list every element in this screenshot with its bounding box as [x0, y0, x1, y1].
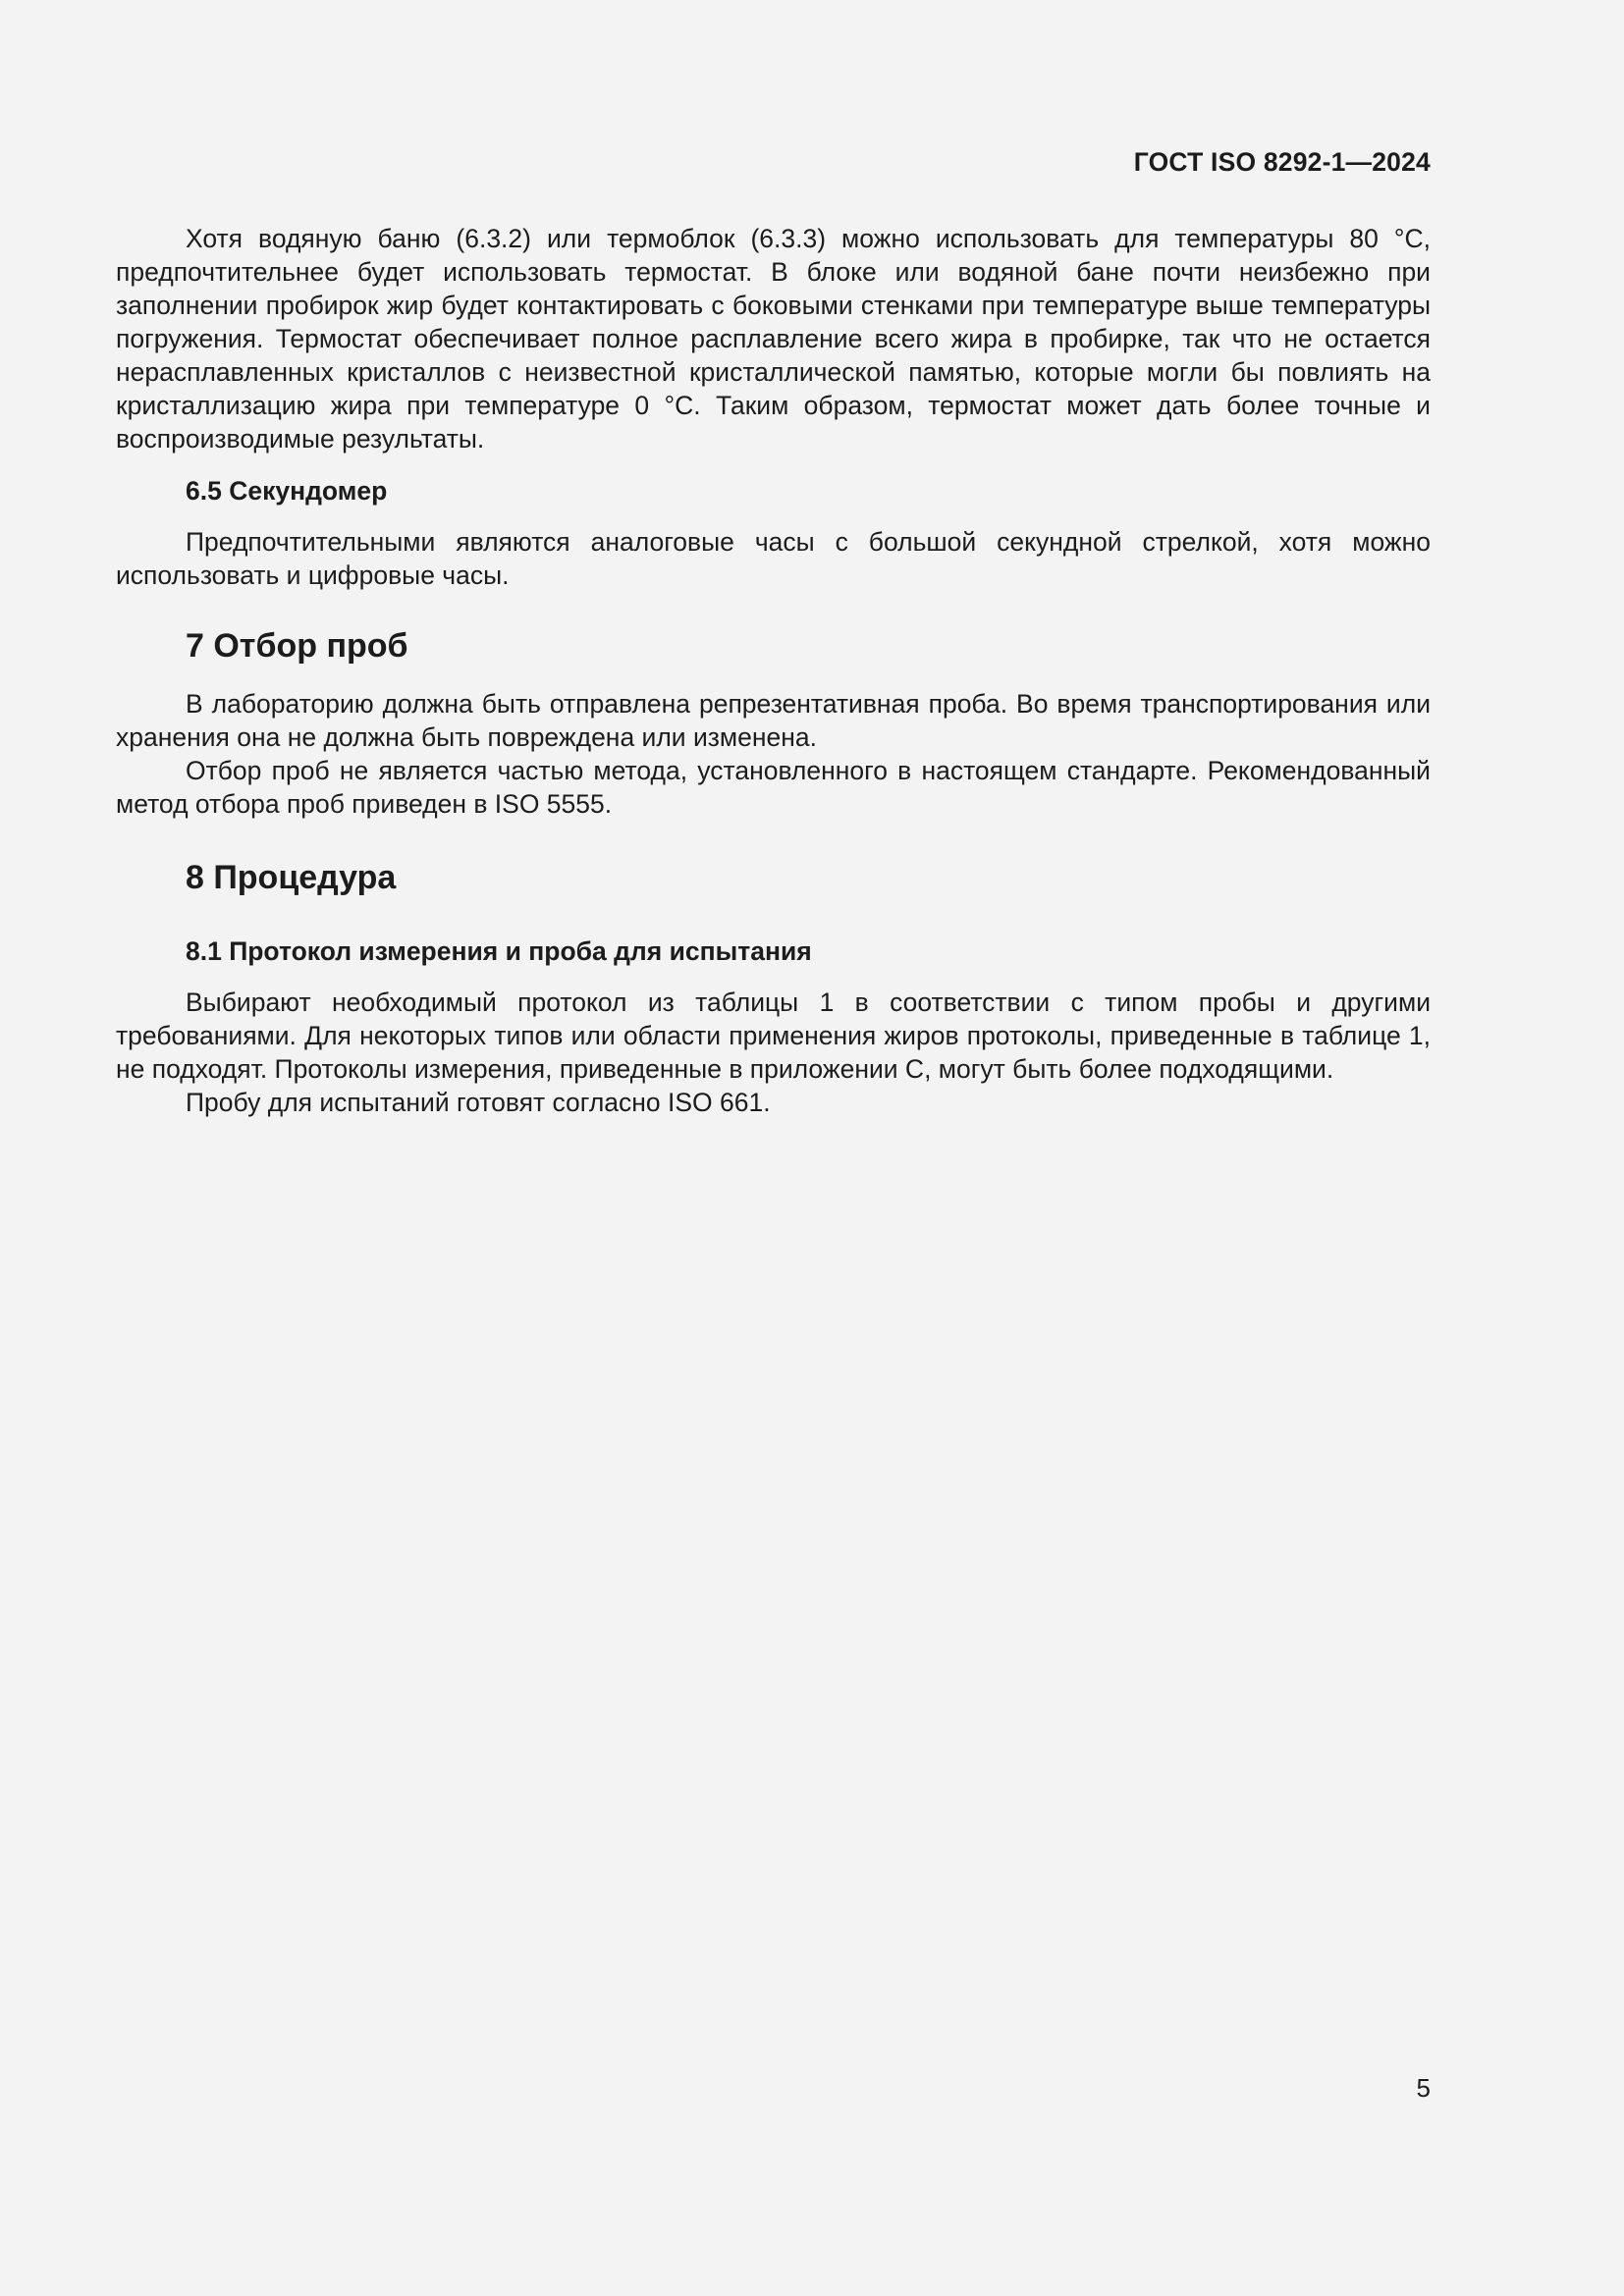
paragraph-sampling-1: В лабораторию должна быть отправлена репрезентативная проба. Во время транспортирования или хранения она не должна быть повреждена или изменена. [116, 689, 1431, 752]
page-content [116, 222, 1431, 1119]
paragraph-protocol-2: Пробу для испытаний готовят согласно ISO 661. [186, 1088, 771, 1117]
section-7-heading: 7 Отбор проб [186, 627, 408, 665]
paragraph-protocol-1: Выбирают необходимый протокол из таблицы 1 в соответствии с типом пробы и другими требованиями. Для некоторых типов или области применения жиров протоколы, приведенные в таблице 1, не подходят. Протоколы измерения, приведенные в приложении С, могут быть более подходящими. [116, 988, 1431, 1084]
paragraph-thermostat: Хотя водяную баню (6.3.2) или термоблок (6.3.3) можно использовать для температуры 80 °С, предпочтительнее будет использовать термостат. В блоке или водяной бане почти неизбежно при заполнении пробирок жир будет контактировать с боковыми стенками при температуре выше температуры погружения. Термостат обеспечивает полное расплавление всего жира в пробирке, так что не остается нерасплавленных кристаллов с неизвестной кристаллической памятью, которые могли бы повлиять на кристаллизацию жира при температуре 0 °С. Таким образом, термостат может дать более точные и воспроизводимые результаты. [116, 224, 1431, 454]
section-8-1-heading: 8.1 Протокол измерения и проба для испытания [186, 936, 812, 966]
page-number: 5 [1416, 2073, 1431, 2103]
paragraph-sampling-2: Отбор проб не является частью метода, установленного в настоящем стандарте. Рекомендованный метод отбора проб приведен в ISO 5555. [116, 756, 1431, 819]
section-8-heading: 8 Процедура [186, 859, 397, 896]
document-code-header: ГОСТ ISO 8292-1—2024 [1133, 147, 1431, 177]
section-6-5-heading: 6.5 Секундомер [186, 476, 388, 506]
paragraph-stopwatch: Предпочтительными являются аналоговые часы с большой секундной стрелкой, хотя можно использовать и цифровые часы. [116, 527, 1431, 590]
